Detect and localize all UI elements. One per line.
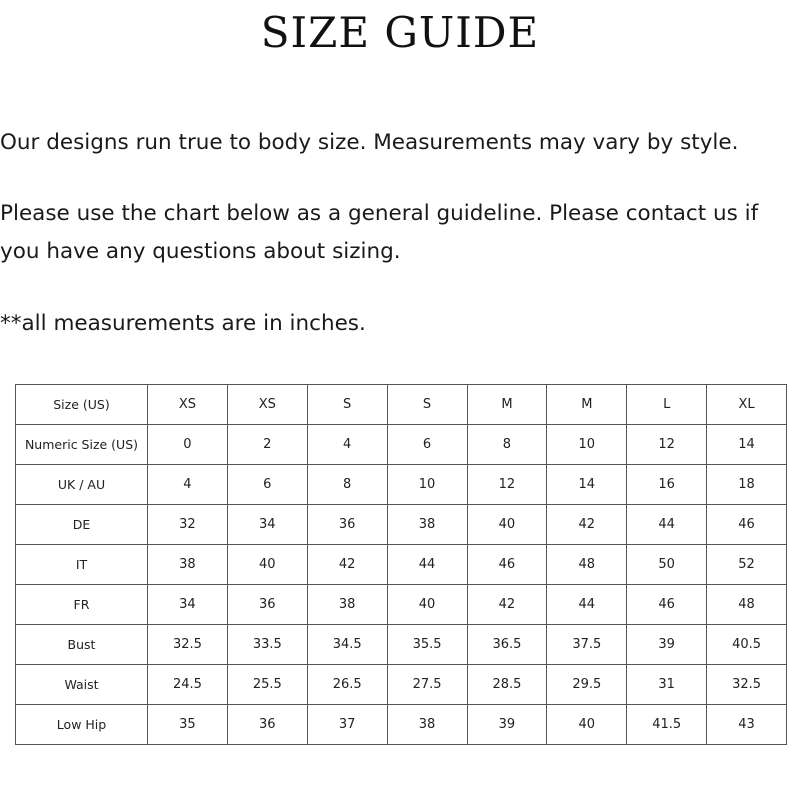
table-cell: S bbox=[387, 385, 467, 425]
table-cell: L bbox=[627, 385, 707, 425]
table-cell: 14 bbox=[547, 465, 627, 505]
table-cell: 40 bbox=[467, 505, 547, 545]
table-cell: 18 bbox=[707, 465, 787, 505]
table-cell: 10 bbox=[387, 465, 467, 505]
table-cell: 29.5 bbox=[547, 665, 627, 705]
table-cell: 12 bbox=[467, 465, 547, 505]
table-cell: 34.5 bbox=[307, 625, 387, 665]
table-cell: 31 bbox=[627, 665, 707, 705]
table-row bbox=[16, 425, 787, 465]
table-cell: 6 bbox=[227, 465, 307, 505]
table-cell: XS bbox=[148, 385, 228, 425]
table-cell: 50 bbox=[627, 545, 707, 585]
table-cell: 40 bbox=[547, 705, 627, 745]
table-cell: 46 bbox=[467, 545, 547, 585]
page-title: SIZE GUIDE bbox=[260, 8, 540, 57]
row-label: Low Hip bbox=[16, 705, 148, 745]
table-cell: 39 bbox=[467, 705, 547, 745]
table-cell: 24.5 bbox=[148, 665, 228, 705]
table-cell: 16 bbox=[627, 465, 707, 505]
table-cell: 52 bbox=[707, 545, 787, 585]
table-cell: 36 bbox=[227, 705, 307, 745]
row-label: Numeric Size (US) bbox=[16, 425, 148, 465]
table-cell: 46 bbox=[627, 585, 707, 625]
table-row bbox=[16, 385, 787, 425]
table-cell: 25.5 bbox=[227, 665, 307, 705]
guideline-paragraph bbox=[0, 195, 758, 271]
row-label: Size (US) bbox=[16, 385, 148, 425]
table-cell: 44 bbox=[387, 545, 467, 585]
table-cell: 40 bbox=[227, 545, 307, 585]
table-cell: 39 bbox=[627, 625, 707, 665]
table-cell: 35.5 bbox=[387, 625, 467, 665]
table-row bbox=[16, 665, 787, 705]
table-cell: 34 bbox=[227, 505, 307, 545]
row-label: Bust bbox=[16, 625, 148, 665]
table-row bbox=[16, 625, 787, 665]
table-cell: 28.5 bbox=[467, 665, 547, 705]
table-cell: 27.5 bbox=[387, 665, 467, 705]
table-cell: 48 bbox=[547, 545, 627, 585]
table-cell: 44 bbox=[547, 585, 627, 625]
table-cell: 40.5 bbox=[707, 625, 787, 665]
table-row bbox=[16, 465, 787, 505]
table-cell: 0 bbox=[148, 425, 228, 465]
guideline-line-1: Please use the chart below as a general guideline. Please contact us if bbox=[0, 201, 759, 226]
table-cell: 38 bbox=[148, 545, 228, 585]
row-label: IT bbox=[16, 545, 148, 585]
table-cell: 4 bbox=[148, 465, 228, 505]
table-cell: 41.5 bbox=[627, 705, 707, 745]
row-label: Waist bbox=[16, 665, 148, 705]
table-cell: 38 bbox=[387, 705, 467, 745]
table-cell: M bbox=[547, 385, 627, 425]
table-row bbox=[16, 505, 787, 545]
table-cell: 32 bbox=[148, 505, 228, 545]
table-cell: 38 bbox=[387, 505, 467, 545]
table-cell: 42 bbox=[547, 505, 627, 545]
table-cell: 37.5 bbox=[547, 625, 627, 665]
table-cell: 26.5 bbox=[307, 665, 387, 705]
table-cell: 34 bbox=[148, 585, 228, 625]
table-cell: 38 bbox=[307, 585, 387, 625]
table-cell: 6 bbox=[387, 425, 467, 465]
table-cell: 10 bbox=[547, 425, 627, 465]
units-note: **all measurements are in inches. bbox=[0, 311, 366, 336]
table-cell: 46 bbox=[707, 505, 787, 545]
table-cell: 40 bbox=[387, 585, 467, 625]
table-row bbox=[16, 545, 787, 585]
table-cell: 2 bbox=[227, 425, 307, 465]
table-cell: 36.5 bbox=[467, 625, 547, 665]
table-cell: 4 bbox=[307, 425, 387, 465]
intro-paragraph: Our designs run true to body size. Measurements may vary by style. bbox=[0, 130, 739, 155]
table-cell: S bbox=[307, 385, 387, 425]
table-row bbox=[16, 705, 787, 745]
size-chart-body bbox=[16, 385, 787, 745]
table-cell: XS bbox=[227, 385, 307, 425]
table-cell: 35 bbox=[148, 705, 228, 745]
table-cell: 14 bbox=[707, 425, 787, 465]
table-row bbox=[16, 585, 787, 625]
table-cell: 33.5 bbox=[227, 625, 307, 665]
row-label: DE bbox=[16, 505, 148, 545]
row-label: FR bbox=[16, 585, 148, 625]
table-cell: 32.5 bbox=[148, 625, 228, 665]
row-label: UK / AU bbox=[16, 465, 148, 505]
size-chart-table bbox=[15, 384, 787, 745]
table-cell: 12 bbox=[627, 425, 707, 465]
table-cell: 37 bbox=[307, 705, 387, 745]
guideline-line-2: you have any questions about sizing. bbox=[0, 239, 401, 264]
table-cell: 36 bbox=[227, 585, 307, 625]
table-cell: 42 bbox=[307, 545, 387, 585]
table-cell: 32.5 bbox=[707, 665, 787, 705]
table-cell: 44 bbox=[627, 505, 707, 545]
table-cell: XL bbox=[707, 385, 787, 425]
table-cell: M bbox=[467, 385, 547, 425]
table-cell: 36 bbox=[307, 505, 387, 545]
table-cell: 8 bbox=[467, 425, 547, 465]
table-cell: 48 bbox=[707, 585, 787, 625]
table-cell: 8 bbox=[307, 465, 387, 505]
table-cell: 42 bbox=[467, 585, 547, 625]
table-cell: 43 bbox=[707, 705, 787, 745]
